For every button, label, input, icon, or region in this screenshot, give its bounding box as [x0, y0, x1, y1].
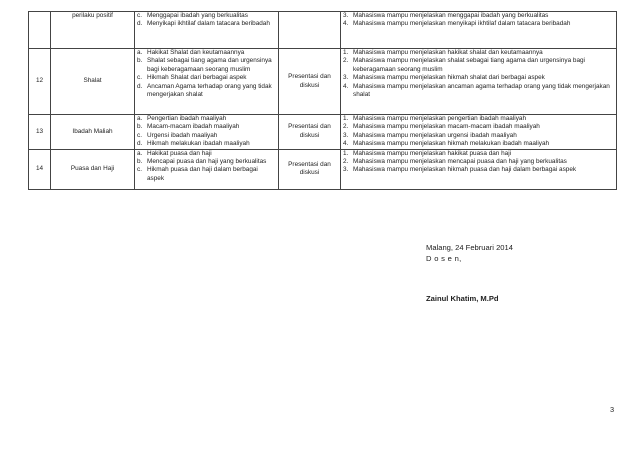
content-cell [135, 149, 279, 189]
outcomes-cell [341, 12, 617, 49]
topic-cell: Puasa dan Haji [51, 149, 135, 189]
list-item [137, 150, 276, 158]
list-item [343, 140, 614, 148]
list-item [137, 49, 276, 57]
signature-place-date: Malang, 24 Februari 2014 [426, 243, 513, 252]
list-text: Mahasiswa mampu menjelaskan ancaman agama terhadap orang yang tidak mengerjakan shalat [353, 82, 610, 99]
list-marker: a. [137, 149, 143, 157]
list-marker: b. [137, 123, 143, 131]
list-marker: c. [137, 12, 142, 19]
signature-role: D o s e n, [426, 254, 462, 263]
list-item [343, 49, 614, 57]
list-item [137, 83, 276, 100]
table-body [29, 12, 617, 190]
content-cell [135, 49, 279, 115]
syllabus-table [28, 11, 617, 190]
list-item [343, 12, 614, 20]
list-marker: b. [137, 57, 143, 65]
list-item [343, 150, 614, 158]
list-text: Urgensi ibadah maaliyah [147, 131, 218, 139]
list-text: Menggapai ibadah yang berkualitas [147, 12, 248, 19]
list-text: Mahasiswa mampu menjelaskan menggapai ibadah yang berkualitas [353, 12, 549, 19]
table-row [29, 49, 617, 115]
outcomes-cell [341, 49, 617, 115]
topic-cell: perilaku positif [51, 12, 135, 49]
list-item [343, 123, 614, 131]
list-item [343, 74, 614, 82]
table-row [29, 149, 617, 189]
signature-name: Zainul Khatim, M.Pd [426, 294, 499, 303]
list-item [343, 166, 614, 174]
table-row [29, 12, 617, 49]
list-text: Macam-macam ibadah maaliyah [147, 123, 240, 131]
row-number-cell: 14 [29, 149, 51, 189]
list-marker: 4. [343, 20, 349, 28]
list-text: Mencapai puasa dan haji yang berkualitas [147, 158, 267, 166]
outcomes-cell [341, 115, 617, 150]
list-text: Mahasiswa mampu menjelaskan hikmah shalat dari berbagai aspek [353, 74, 545, 82]
list-marker: 3. [343, 12, 349, 19]
list-text: Pengertian ibadah maaliyah [147, 115, 227, 122]
topic-cell: Ibadah Maliah [51, 115, 135, 150]
list-text: Hikmah melakukan ibadah maaliyah [147, 140, 250, 148]
list-marker: 1. [343, 49, 349, 56]
list-marker: 3. [343, 166, 349, 174]
content-cell [135, 115, 279, 150]
method-cell: Presentasi dan diskusi [279, 115, 341, 150]
list-marker: a. [137, 49, 143, 56]
row-number-cell [29, 12, 51, 49]
topic-cell: Shalat [51, 49, 135, 115]
content-cell [135, 12, 279, 49]
page-number: 3 [610, 405, 615, 414]
list-text: Hikmah puasa dan haji dalam berbagai aspek [147, 166, 258, 182]
list-item [343, 115, 614, 123]
list-item [137, 140, 276, 148]
list-text: Menyikapi ikhtilaf dalam tatacara beribadah [147, 20, 270, 28]
list-item [137, 158, 276, 166]
list-marker: c. [137, 131, 142, 139]
list-marker: 4. [343, 140, 349, 148]
list-item [343, 83, 614, 100]
list-item [137, 132, 276, 140]
outcomes-cell [341, 149, 617, 189]
method-cell: Presentasi dan diskusi [279, 149, 341, 189]
list-text: Mahasiswa mampu menjelaskan hikmah melakukan ibadah maaliyah [353, 140, 550, 148]
list-marker: d. [137, 140, 143, 148]
list-text: Mahasiswa mampu menjelaskan mencapai puasa dan haji yang berkualitas [353, 158, 567, 166]
list-marker: 2. [343, 57, 349, 65]
list-text: Shalat sebagai tiang agama dan urgensinya bagi keberagamaan seorang muslim [147, 57, 272, 73]
list-text: Mahasiswa mampu menjelaskan macam-macam ibadah maaliyah [353, 123, 540, 131]
list-text: Mahasiswa mampu menjelaskan urgensi ibadah maaliyah [353, 131, 517, 139]
list-item [343, 158, 614, 166]
list-text: Mahasiswa mampu menjelaskan shalat sebagai tiang agama dan urgensinya bagi keberagamaan seorang muslim [353, 57, 585, 73]
list-text: Mahasiswa mampu menjelaskan hakikat shalat dan keutamaannya [353, 49, 543, 56]
list-text: Ancaman Agama terhadap orang yang tidak mengerjakan shalat [147, 82, 272, 99]
list-marker: d. [137, 82, 143, 90]
list-text: Mahasiswa mampu menjelaskan pengertian ibadah maaliyah [353, 115, 526, 122]
row-number-cell: 12 [29, 49, 51, 115]
list-text: Mahasiswa mampu menjelaskan hikmah puasa dan haji dalam berbagai aspek [353, 166, 577, 174]
list-marker: d. [137, 20, 143, 28]
list-text: Hikmah Shalat dari berbagai aspek [147, 74, 247, 82]
list-item [137, 74, 276, 82]
list-item [137, 57, 276, 74]
list-item [343, 57, 614, 74]
row-number-cell: 13 [29, 115, 51, 150]
list-marker: c. [137, 74, 142, 82]
list-item [343, 20, 614, 28]
list-marker: a. [137, 115, 143, 122]
list-item [137, 12, 276, 20]
list-item [137, 123, 276, 131]
list-text: Hakikat Shalat dan keutamaannya [147, 49, 245, 56]
list-item [343, 132, 614, 140]
list-marker: 3. [343, 74, 349, 82]
list-marker: 4. [343, 82, 349, 90]
method-cell [279, 12, 341, 49]
list-item [137, 115, 276, 123]
list-text: Hakikat puasa dan haji [147, 149, 212, 157]
list-marker: b. [137, 158, 143, 166]
method-cell: Presentasi dan diskusi [279, 49, 341, 115]
list-item [137, 20, 276, 28]
list-text: Mahasiswa mampu menjelaskan menyikapi ikhtilaf dalam tatacara beribadah [353, 20, 571, 28]
list-item [137, 166, 276, 183]
list-marker: 1. [343, 149, 349, 157]
list-marker: 2. [343, 158, 349, 166]
list-marker: 2. [343, 123, 349, 131]
list-text: Mahasiswa mampu menjelaskan hakikat puasa dan haji [353, 149, 512, 157]
list-marker: 3. [343, 131, 349, 139]
table-row [29, 115, 617, 150]
list-marker: c. [137, 166, 142, 174]
list-marker: 1. [343, 115, 349, 122]
